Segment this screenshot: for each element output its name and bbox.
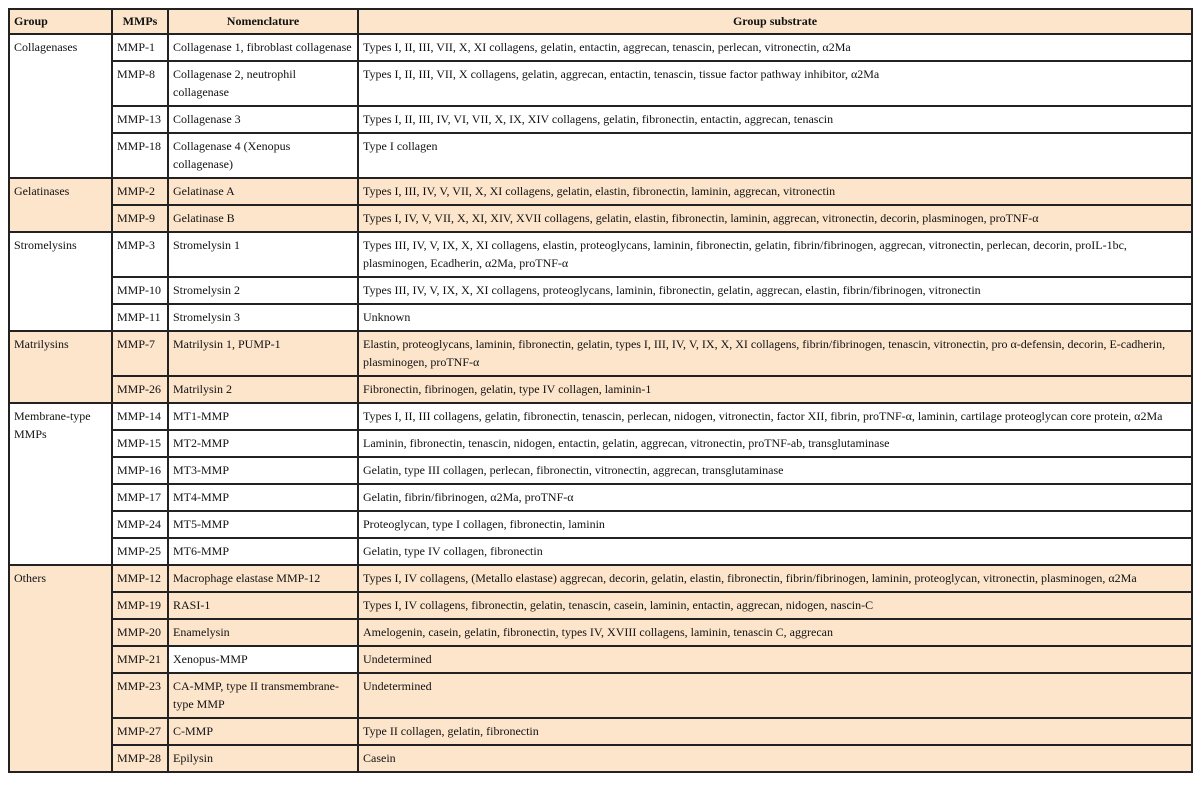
- nomenclature-cell: Stromelysin 2: [168, 277, 358, 304]
- nomenclature-cell: C-MMP: [168, 718, 358, 745]
- table-row: [9, 304, 1192, 331]
- substrate-cell: Type I collagen: [358, 133, 1192, 178]
- table-row: [9, 178, 1192, 205]
- mmp-cell: MMP-18: [112, 133, 168, 178]
- nomenclature-cell: Macrophage elastase MMP-12: [168, 565, 358, 592]
- group-name-cell: Stromelysins: [9, 232, 112, 331]
- table-row: [9, 376, 1192, 403]
- mmp-cell: MMP-7: [112, 331, 168, 376]
- group-name-cell: Collagenases: [9, 34, 112, 178]
- nomenclature-cell: RASI-1: [168, 592, 358, 619]
- mmp-table-container: [8, 8, 1193, 773]
- substrate-cell: Type II collagen, gelatin, fibronectin: [358, 718, 1192, 745]
- table-row: [9, 331, 1192, 376]
- header-group: Group: [9, 9, 112, 34]
- substrate-cell: Types I, II, III, VII, X, XI collagens, gelatin, entactin, aggrecan, tenascin, perlecan, vitronectin, α2Ma: [358, 34, 1192, 61]
- header-row: [9, 9, 1192, 34]
- table-body: [9, 34, 1192, 772]
- substrate-cell: Types I, IV collagens, (Metallo elastase) aggrecan, decorin, gelatin, elastin, fibronectin, fibrin/fibrinogen, laminin, proteoglycan, vitronectin, plasminogen, α2Ma: [358, 565, 1192, 592]
- table-row: [9, 430, 1192, 457]
- mmp-cell: MMP-19: [112, 592, 168, 619]
- substrate-cell: Undetermined: [358, 673, 1192, 718]
- substrate-cell: Gelatin, type IV collagen, fibronectin: [358, 538, 1192, 565]
- nomenclature-cell: Stromelysin 1: [168, 232, 358, 277]
- mmp-cell: MMP-23: [112, 673, 168, 718]
- mmp-cell: MMP-16: [112, 457, 168, 484]
- table-row: [9, 484, 1192, 511]
- table-row: [9, 277, 1192, 304]
- table-row: [9, 106, 1192, 133]
- nomenclature-cell: MT2-MMP: [168, 430, 358, 457]
- table-row: [9, 646, 1192, 673]
- nomenclature-cell: MT6-MMP: [168, 538, 358, 565]
- nomenclature-cell: Matrilysin 1, PUMP-1: [168, 331, 358, 376]
- nomenclature-cell: MT1-MMP: [168, 403, 358, 430]
- table-row: [9, 457, 1192, 484]
- mmp-cell: MMP-12: [112, 565, 168, 592]
- table-row: [9, 61, 1192, 106]
- table-row: [9, 718, 1192, 745]
- nomenclature-cell: Collagenase 3: [168, 106, 358, 133]
- nomenclature-cell: Gelatinase B: [168, 205, 358, 232]
- mmp-cell: MMP-11: [112, 304, 168, 331]
- substrate-cell: Types III, IV, V, IX, X, XI collagens, proteoglycans, laminin, fibronectin, gelatin, aggrecan, elastin, fibrin/fibrinogen, vitronectin: [358, 277, 1192, 304]
- group-name-cell: Matrilysins: [9, 331, 112, 403]
- substrate-cell: Types I, IV, V, VII, X, XI, XIV, XVII collagens, gelatin, elastin, fibronectin, laminin, aggrecan, vitronectin, decorin, plasminogen, proTNF-α: [358, 205, 1192, 232]
- substrate-cell: Types I, II, III, IV, VI, VII, X, IX, XIV collagens, gelatin, fibronectin, entactin, aggrecan, tenascin: [358, 106, 1192, 133]
- mmp-cell: MMP-27: [112, 718, 168, 745]
- substrate-cell: Elastin, proteoglycans, laminin, fibronectin, gelatin, types I, III, IV, V, IX, X, XI collagens, fibrin/fibrinogen, tenascin, vitronectin, pro α-defensin, decorin, E-cadherin, plasminogen, proTNF-α: [358, 331, 1192, 376]
- mmp-cell: MMP-2: [112, 178, 168, 205]
- substrate-cell: Types III, IV, V, IX, X, XI collagens, elastin, proteoglycans, laminin, fibronectin, gelatin, fibrin/fibrinogen, aggrecan, vitronectin, perlecan, decorin, proIL-1bc, plasminogen, Ecadherin, α2Ma, proTNF-α: [358, 232, 1192, 277]
- nomenclature-cell: Stromelysin 3: [168, 304, 358, 331]
- nomenclature-cell: Gelatinase A: [168, 178, 358, 205]
- table-row: [9, 565, 1192, 592]
- table-row: [9, 403, 1192, 430]
- mmp-cell: MMP-25: [112, 538, 168, 565]
- mmp-cell: MMP-20: [112, 619, 168, 646]
- mmp-cell: MMP-17: [112, 484, 168, 511]
- table-row: [9, 205, 1192, 232]
- nomenclature-cell: Collagenase 1, fibroblast collagenase: [168, 34, 358, 61]
- substrate-cell: Gelatin, type III collagen, perlecan, fibronectin, vitronectin, aggrecan, transglutaminase: [358, 457, 1192, 484]
- mmp-cell: MMP-8: [112, 61, 168, 106]
- header-nomenclature: Nomenclature: [168, 9, 358, 34]
- table-row: [9, 592, 1192, 619]
- nomenclature-cell: Enamelysin: [168, 619, 358, 646]
- mmp-cell: MMP-28: [112, 745, 168, 772]
- mmp-cell: MMP-1: [112, 34, 168, 61]
- group-name-cell: Membrane-type MMPs: [9, 403, 112, 565]
- mmp-cell: MMP-3: [112, 232, 168, 277]
- substrate-cell: Laminin, fibronectin, tenascin, nidogen, entactin, gelatin, aggrecan, vitronectin, proTNF-ab, transglutaminase: [358, 430, 1192, 457]
- nomenclature-cell: Matrilysin 2: [168, 376, 358, 403]
- mmp-cell: MMP-13: [112, 106, 168, 133]
- nomenclature-cell: Xenopus-MMP: [168, 646, 358, 673]
- table-row: [9, 232, 1192, 277]
- table-row: [9, 511, 1192, 538]
- mmp-cell: MMP-24: [112, 511, 168, 538]
- table-row: [9, 745, 1192, 772]
- table-row: [9, 34, 1192, 61]
- substrate-cell: Unknown: [358, 304, 1192, 331]
- mmp-cell: MMP-9: [112, 205, 168, 232]
- mmp-cell: MMP-26: [112, 376, 168, 403]
- mmp-cell: MMP-10: [112, 277, 168, 304]
- nomenclature-cell: CA-MMP, type II transmembrane-type MMP: [168, 673, 358, 718]
- table-row: [9, 133, 1192, 178]
- header-substrate: Group substrate: [358, 9, 1192, 34]
- substrate-cell: Amelogenin, casein, gelatin, fibronectin, types IV, XVIII collagens, laminin, tenascin C, aggrecan: [358, 619, 1192, 646]
- substrate-cell: Proteoglycan, type I collagen, fibronectin, laminin: [358, 511, 1192, 538]
- substrate-cell: Types I, II, III, VII, X collagens, gelatin, aggrecan, entactin, tenascin, tissue factor pathway inhibitor, α2Ma: [358, 61, 1192, 106]
- nomenclature-cell: Epilysin: [168, 745, 358, 772]
- substrate-cell: Types I, II, III collagens, gelatin, fibronectin, tenascin, perlecan, nidogen, vitronectin, factor XII, fibrin, proTNF-α, laminin, cartilage proteoglycan core protein, α2Ma: [358, 403, 1192, 430]
- nomenclature-cell: MT5-MMP: [168, 511, 358, 538]
- substrate-cell: Undetermined: [358, 646, 1192, 673]
- group-name-cell: Gelatinases: [9, 178, 112, 232]
- nomenclature-cell: Collagenase 2, neutrophil collagenase: [168, 61, 358, 106]
- nomenclature-cell: MT3-MMP: [168, 457, 358, 484]
- substrate-cell: Gelatin, fibrin/fibrinogen, α2Ma, proTNF-α: [358, 484, 1192, 511]
- substrate-cell: Types I, IV collagens, fibronectin, gelatin, tenascin, casein, laminin, entactin, aggrecan, nidogen, nascin-C: [358, 592, 1192, 619]
- table-row: [9, 538, 1192, 565]
- mmp-cell: MMP-21: [112, 646, 168, 673]
- mmp-cell: MMP-15: [112, 430, 168, 457]
- table-row: [9, 619, 1192, 646]
- mmp-cell: MMP-14: [112, 403, 168, 430]
- group-name-cell: Others: [9, 565, 112, 772]
- substrate-cell: Casein: [358, 745, 1192, 772]
- table-row: [9, 673, 1192, 718]
- substrate-cell: Fibronectin, fibrinogen, gelatin, type IV collagen, laminin-1: [358, 376, 1192, 403]
- substrate-cell: Types I, III, IV, V, VII, X, XI collagens, gelatin, elastin, fibronectin, laminin, aggrecan, vitronectin: [358, 178, 1192, 205]
- nomenclature-cell: Collagenase 4 (Xenopus collagenase): [168, 133, 358, 178]
- mmp-table: [8, 8, 1193, 773]
- nomenclature-cell: MT4-MMP: [168, 484, 358, 511]
- header-mmps: MMPs: [112, 9, 168, 34]
